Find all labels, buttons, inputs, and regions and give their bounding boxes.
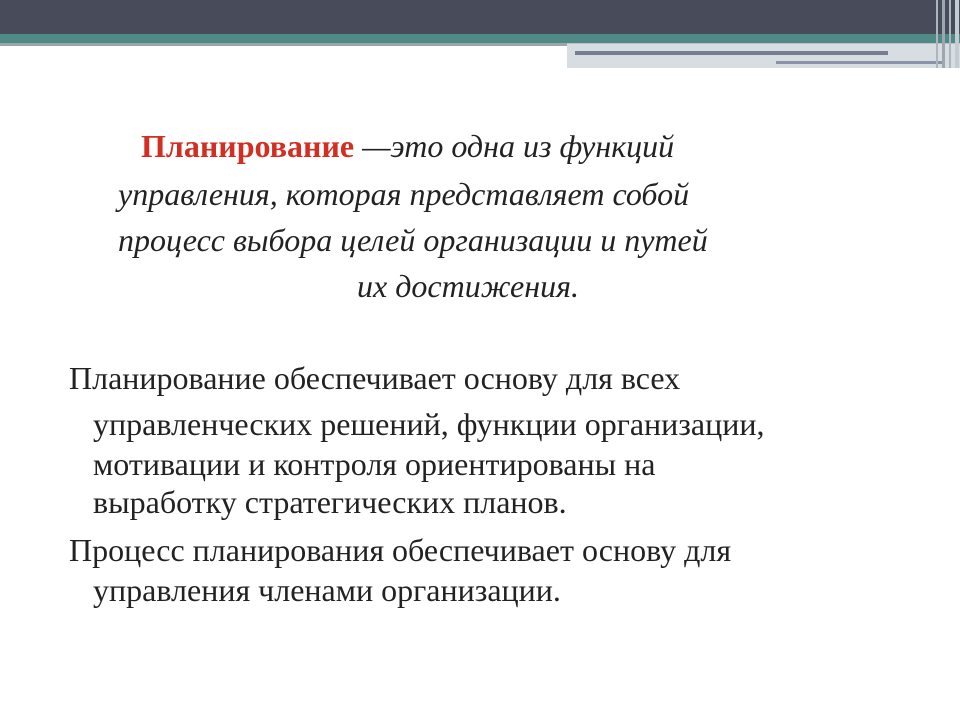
- definition-line-1-rest: —это одна из функций: [354, 128, 675, 164]
- definition-line-2: управления, которая представляет собой: [118, 176, 690, 212]
- definition-line-3: процесс выбора целей организации и путей: [118, 222, 708, 258]
- paragraph-2-line-2: управления членами организации.: [93, 572, 561, 608]
- paragraph-1-line-2: управленческих решений, функции организации,: [93, 406, 765, 442]
- paragraph-1-line-3: мотивации и контроля ориентированы на: [93, 446, 656, 482]
- definition-term: Планирование: [141, 128, 355, 164]
- header-vertical-lines: [934, 0, 960, 68]
- definition-line-4: их достижения.: [357, 268, 579, 304]
- paragraph-2-line-1: Процесс планирования обеспечивает основу для: [69, 532, 732, 568]
- definition-line-1: [141, 126, 674, 166]
- header-stripe-upper: [575, 51, 888, 55]
- header-dark-band: [0, 0, 960, 34]
- paragraph-1-line-4: выработку стратегических планов.: [93, 484, 567, 520]
- paragraph-1-line-1: Планирование обеспечивает основу для всех: [69, 360, 681, 396]
- header-stripe-lower: [776, 61, 942, 64]
- header-tab-box: [567, 43, 960, 68]
- header-teal-band: [0, 34, 960, 43]
